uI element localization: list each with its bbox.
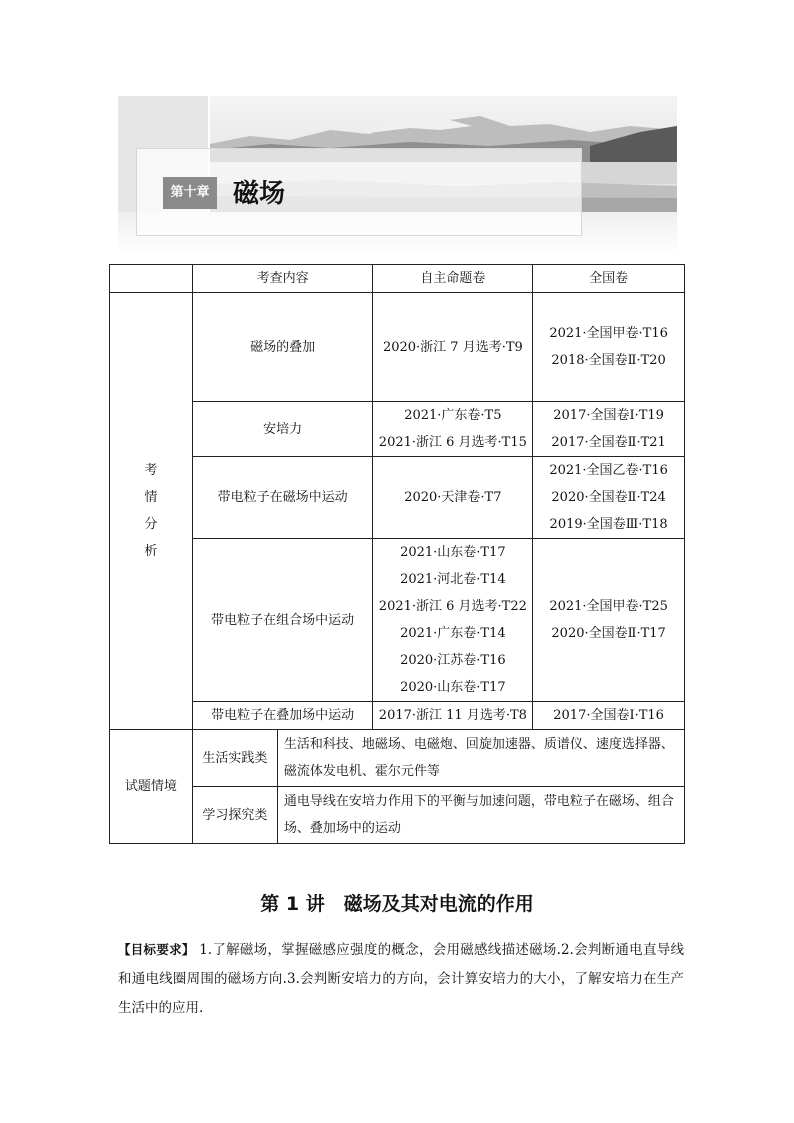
scenario-type: 生活实践类 [193,730,278,786]
topic-cell: 带电粒子在组合场中运动 [192,539,373,702]
chapter-number-tag: 第十章 [163,177,217,209]
header-national: 全国卷 [533,265,685,293]
provincial-cell: 2020·天津卷·T7 [373,457,533,539]
provincial-cell: 2017·浙江 11 月选考·T8 [373,702,533,730]
table-header-row [110,265,685,293]
provincial-cell: 2020·浙江 7 月选考·T9 [373,293,533,402]
provincial-cell: 2021·广东卷·T5 2021·浙江 6 月选考·T15 [373,402,533,457]
scenario-type: 学习探究类 [193,787,278,843]
chapter-title: 磁场 [233,179,286,209]
scenario-content: 通电导线在安培力作用下的平衡与加速问题，带电粒子在磁场、组合场、叠加场中的运动 [283,794,674,836]
provincial-cell: 2021·山东卷·T17 2021·河北卷·T14 2021·浙江 6 月选考·T22 2021·广东卷·T14 2020·江苏卷·T16 2020·山东卷·T17 [373,539,533,702]
scenario-row [110,730,685,787]
exam-analysis-table [109,264,685,844]
table-row [110,402,685,457]
scenario-subtable [193,787,684,843]
scenario-row [110,787,685,844]
scenario-side-label: 试题情境 [110,730,193,844]
chapter-title-card [136,148,582,236]
objectives-label: 【目标要求】 [118,942,195,957]
objectives-text: 1.了解磁场，掌握磁感应强度的概念，会用磁感线描述磁场.2.会判断通电直导线和通电线圈周围的磁场方向.3.会判断安培力的方向，会计算安培力的大小，了解安培力在生产生活中的应用. [118,942,684,1016]
table-row [110,539,685,702]
chapter-banner [118,96,677,254]
scenario-container [192,730,684,787]
topic-cell: 磁场的叠加 [192,293,373,402]
table-row [110,457,685,539]
scenario-subtable [193,730,684,786]
header-provincial: 自主命题卷 [373,265,533,293]
topic-cell: 安培力 [192,402,373,457]
objectives-paragraph [118,935,684,1023]
exam-analysis-side-label: 考 情 分 析 [110,293,193,730]
scenario-container [192,787,684,844]
topic-cell: 带电粒子在叠加场中运动 [192,702,373,730]
national-cell: 2021·全国甲卷·T25 2020·全国卷Ⅱ·T17 [533,539,685,702]
lecture-title: 第 1 讲 磁场及其对电流的作用 [260,893,534,915]
national-cell: 2017·全国卷Ⅰ·T16 [533,702,685,730]
national-cell: 2017·全国卷Ⅰ·T19 2017·全国卷Ⅱ·T21 [533,402,685,457]
header-empty-cell [110,265,193,293]
header-topic: 考查内容 [192,265,373,293]
table-row [110,702,685,730]
national-cell: 2021·全国乙卷·T16 2020·全国卷Ⅱ·T24 2019·全国卷Ⅲ·T18 [533,457,685,539]
topic-cell: 带电粒子在磁场中运动 [192,457,373,539]
national-cell: 2021·全国甲卷·T16 2018·全国卷Ⅱ·T20 [533,293,685,402]
table-row [110,293,685,402]
scenario-content: 生活和科技、地磁场、电磁炮、回旋加速器、质谱仪、速度选择器、磁流体发电机、霍尔元件等 [283,737,674,779]
